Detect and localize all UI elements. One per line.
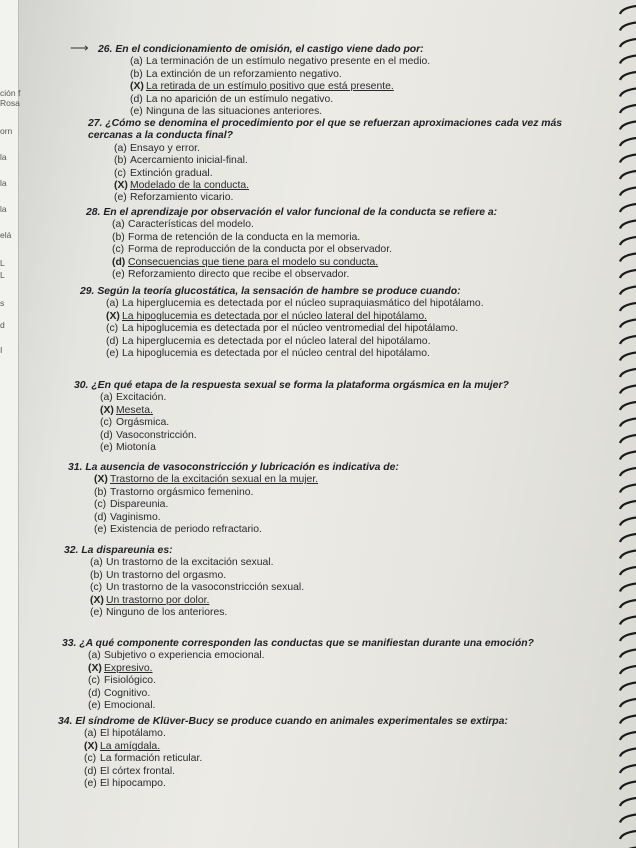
spiral-coil [620, 369, 636, 377]
spiral-coil [620, 452, 636, 460]
option [98, 56, 538, 68]
margin-fragment: ción f [0, 88, 21, 98]
option [68, 499, 598, 511]
spiral-coil [620, 782, 636, 790]
spiral-coil [620, 39, 636, 47]
option-text: Un trastorno de la excitación sexual. [106, 557, 274, 569]
spiral-coil [620, 749, 636, 757]
option-text: La amígdala. [100, 740, 161, 752]
option [58, 728, 598, 740]
question-title: 28. En el aprendizaje por observación el valor funcional de la conducta se refiere a: [86, 207, 498, 218]
margin-fragment: orn [0, 126, 13, 136]
spiral-coil [620, 584, 636, 592]
option [98, 94, 538, 106]
option [74, 392, 604, 404]
option-letter: (a) [112, 219, 125, 231]
option-selected [86, 257, 606, 269]
question-title: 34. El síndrome de Klüver-Bucy se produce cuando en animales experimentales se extirpa: [58, 716, 508, 727]
option-text: Acercamiento inicial-final. [130, 155, 248, 167]
option [62, 700, 602, 712]
spiral-coil [620, 716, 636, 724]
margin-fragment: la [0, 178, 7, 188]
spiral-coil [620, 419, 636, 427]
option-text: Subjetivo o experiencia emocional. [104, 650, 265, 662]
option-text: Vaginismo. [110, 511, 161, 523]
spiral-coil [620, 105, 636, 113]
option-text: Ninguna de las situaciones anteriores. [146, 106, 323, 118]
option-selected [98, 81, 538, 93]
option [80, 298, 610, 310]
option [64, 570, 594, 582]
option-selected [62, 663, 602, 675]
option-letter: (c) [100, 417, 113, 429]
question-block [62, 638, 602, 712]
spiral-coil [620, 617, 636, 625]
spiral-coil [620, 600, 636, 608]
option-letter: (c) [88, 675, 101, 687]
option-text: Forma de reproducción de la conducta por el observador. [128, 244, 392, 256]
option [74, 442, 604, 454]
question-title: 30. ¿En qué etapa de la respuesta sexual se forma la plataforma orgásmica en la mujer? [74, 380, 509, 391]
question-block [86, 207, 606, 281]
option-letter: (a) [90, 557, 103, 569]
option [64, 582, 594, 594]
option [58, 778, 598, 790]
option-letter: (a) [88, 650, 101, 662]
option-letter: (d) [100, 429, 113, 441]
option [62, 650, 602, 662]
option [80, 348, 610, 360]
spiral-coil [620, 188, 636, 196]
option [64, 557, 594, 569]
option-letter: (d) [88, 687, 101, 699]
option [58, 753, 598, 765]
spiral-coil [620, 650, 636, 658]
spiral-coil [620, 237, 636, 245]
spiral-coil [620, 666, 636, 674]
spiral-coil [620, 551, 636, 559]
spiral-coil [620, 468, 636, 476]
option-letter: (e) [106, 348, 119, 360]
handwritten-x-mark: (X) [130, 81, 144, 93]
spiral-coil [620, 435, 636, 443]
option-text: El córtex frontal. [100, 765, 176, 777]
spiral-coil [620, 831, 636, 839]
option [74, 417, 604, 429]
option-letter: (a) [100, 392, 113, 404]
option [68, 512, 598, 524]
margin-fragment: la [0, 152, 7, 162]
handwritten-x-mark: (X) [114, 180, 128, 192]
option-letter: (c) [112, 244, 125, 256]
option-letter: (a) [106, 298, 119, 310]
option [88, 143, 608, 155]
option-selected [88, 180, 608, 192]
spiral-coil [620, 699, 636, 707]
option-letter: (c) [90, 582, 103, 594]
option [68, 524, 598, 536]
margin-fragment: L [0, 270, 5, 280]
option-letter: (e) [90, 607, 103, 619]
spiral-coil [620, 122, 636, 130]
margin-fragment: s [0, 298, 5, 308]
option [88, 168, 608, 180]
option [74, 430, 604, 442]
option-text: La hipoglucemia es detectada por el núcleo central del hipotálamo. [122, 348, 430, 360]
question-block [58, 716, 598, 790]
spiral-coil [620, 567, 636, 575]
option-letter: (e) [130, 106, 143, 118]
spiral-coil [620, 683, 636, 691]
option-selected [80, 311, 610, 323]
option-text: Reforzamiento directo que recibe el observador. [128, 269, 350, 281]
handwritten-x-mark: (X) [90, 594, 104, 606]
option-letter: (b) [114, 155, 127, 167]
question-title: 27. ¿Cómo se denomina el procedimiento por el que se refuerzan aproximaciones cada vez más cercanas a la conducta final? [88, 118, 563, 142]
spiral-coil [620, 23, 636, 31]
option-text: La hiperglucemia es detectada por el núcleo supraquiasmático del hipotálamo. [122, 298, 484, 310]
option-text: El hipotálamo. [100, 728, 166, 740]
margin-fragment: la [0, 204, 7, 214]
option-text: Forma de retención de la conducta en la memoria. [128, 231, 361, 243]
option-text: Características del modelo. [128, 219, 254, 231]
option-selected [58, 741, 598, 753]
option-text: La no aparición de un estímulo negativo. [146, 93, 334, 105]
spiral-coil [620, 798, 636, 806]
spiral-coil [620, 402, 636, 410]
spiral-coil [620, 765, 636, 773]
option-letter: (a) [114, 142, 127, 154]
option [86, 219, 606, 231]
spiral-coil [620, 171, 636, 179]
option-text: Cognitivo. [104, 687, 151, 699]
spiral-coil [620, 815, 636, 823]
option [64, 607, 594, 619]
handwritten-arrow-icon: ⟶ [70, 40, 89, 55]
option-text: Ensayo y error. [130, 142, 200, 154]
spiral-coil [620, 155, 636, 163]
handwritten-x-mark: (X) [106, 310, 120, 322]
option-letter: (b) [90, 569, 103, 581]
option-text: La hipoglucemia es detectada por el núcleo ventromedial del hipotálamo. [122, 323, 459, 335]
spiral-coil [620, 204, 636, 212]
option-text: Ninguno de los anteriores. [106, 607, 228, 619]
option-text: La extinción de un reforzamiento negativo. [146, 68, 342, 80]
margin-fragment: I [0, 345, 3, 355]
option-text: Existencia de periodo refractario. [110, 524, 262, 536]
option-selected [74, 405, 604, 417]
option-letter: (c) [114, 167, 127, 179]
option-text: Trastorno orgásmico femenino. [110, 486, 254, 498]
option-text: Vasoconstricción. [116, 429, 197, 441]
option-letter: (e) [100, 442, 113, 454]
option-text: Un trastorno del orgasmo. [106, 569, 227, 581]
margin-fragment: d [0, 320, 5, 330]
option [88, 155, 608, 167]
handwritten-x-mark: (X) [100, 404, 114, 416]
margin-fragment: Rosa [0, 98, 20, 108]
option-text: Emocional. [104, 700, 156, 712]
spiral-coil [620, 534, 636, 542]
option-letter: (e) [94, 524, 107, 536]
option-text: La hipoglucemia es detectada por el núcleo lateral del hipotálamo. [122, 310, 427, 322]
option-letter: (b) [112, 231, 125, 243]
spiral-coil [620, 270, 636, 278]
option-text: La terminación de un estímulo negativo presente en el medio. [146, 56, 431, 68]
option-letter: (b) [94, 486, 107, 498]
question-title: 32. La dispareunia es: [64, 545, 173, 556]
option-letter: (d) [106, 335, 119, 347]
option-letter: (c) [94, 499, 107, 511]
spiral-coil [620, 336, 636, 344]
option [80, 323, 610, 335]
option-text: Meseta. [116, 404, 153, 416]
option-letter: (b) [130, 68, 143, 80]
spiral-coil [620, 303, 636, 311]
spiral-coil [620, 320, 636, 328]
option [98, 69, 538, 81]
question-block [68, 462, 598, 536]
option-text: Expresivo. [104, 662, 153, 674]
option-text: Modelado de la conducta. [130, 180, 250, 192]
option-text: Miotonía [116, 442, 156, 454]
handwritten-x-mark: (X) [84, 740, 98, 752]
spiral-coil [620, 732, 636, 740]
question-block [98, 44, 538, 118]
spiral-coil [620, 287, 636, 295]
question-block [80, 286, 610, 360]
option [80, 336, 610, 348]
option-text: Extinción gradual. [130, 167, 213, 179]
option [86, 244, 606, 256]
question-title: 29. Según la teoría glucostática, la sensación de hambre se produce cuando: [80, 286, 461, 297]
option-text: Fisiológico. [104, 675, 156, 687]
margin-fragment: L [0, 258, 5, 268]
option-letter: (a) [130, 56, 143, 68]
option-text: La retirada de un estímulo positivo que está presente. [146, 81, 394, 93]
handwritten-x-mark: (X) [88, 662, 102, 674]
spiral-coil [620, 221, 636, 229]
spiral-coil [620, 633, 636, 641]
spiral-coil [620, 485, 636, 493]
spiral-coil [620, 138, 636, 146]
option-text: Reforzamiento vicario. [130, 192, 234, 204]
spiral-coil [620, 6, 636, 14]
option-letter: (e) [84, 778, 97, 790]
option-text: Un trastorno de la vasoconstricción sexual. [106, 582, 305, 594]
option [86, 232, 606, 244]
spiral-coil [620, 501, 636, 509]
handwritten-x-mark: (X) [94, 474, 108, 486]
option-letter: (e) [114, 192, 127, 204]
option [88, 192, 608, 204]
spiral-coil [620, 518, 636, 526]
option-letter: (c) [106, 323, 119, 335]
option-letter: (e) [88, 700, 101, 712]
option-selected [68, 474, 598, 486]
question-title: 31. La ausencia de vasoconstricción y lubricación es indicativa de: [68, 462, 399, 473]
handwritten-x-mark: (d) [112, 256, 126, 268]
option-text: Un trastorno por dolor. [106, 594, 210, 606]
option-letter: (c) [84, 753, 97, 765]
spiral-coil [620, 353, 636, 361]
option-text: Consecuencias que tiene para el modelo su conducta. [128, 256, 379, 268]
option [62, 688, 602, 700]
option-text: Dispareunia. [110, 499, 169, 511]
option-text: La formación reticular. [100, 753, 203, 765]
option-letter: (d) [84, 765, 97, 777]
option-text: La hiperglucemia es detectada por el núcleo lateral del hipotálamo. [122, 335, 431, 347]
question-block [88, 118, 608, 205]
spiral-binding [612, 0, 636, 848]
option [68, 487, 598, 499]
question-block [74, 380, 604, 454]
option [98, 106, 538, 118]
option [58, 766, 598, 778]
option-text: Trastorno de la excitación sexual en la mujer. [110, 474, 319, 486]
option-letter: (d) [130, 93, 143, 105]
option [62, 675, 602, 687]
option-letter: (e) [112, 269, 125, 281]
option-letter: (d) [94, 511, 107, 523]
question-title: 26. En el condicionamiento de omisión, el castigo viene dado por: [98, 44, 424, 55]
spiral-coil [620, 386, 636, 394]
question-title: 33. ¿A qué componente corresponden las conductas que se manifiestan durante una emoción? [62, 638, 534, 649]
question-block [64, 545, 594, 619]
option-text: Excitación. [116, 392, 167, 404]
option-selected [64, 595, 594, 607]
option [86, 269, 606, 281]
option-letter: (a) [84, 728, 97, 740]
spiral-coil [620, 254, 636, 262]
option-text: Orgásmica. [116, 417, 170, 429]
spiral-coil [620, 89, 636, 97]
option-text: El hipocampo. [100, 778, 166, 790]
spiral-coil [620, 56, 636, 64]
spiral-coil [620, 72, 636, 80]
margin-fragment: elá [0, 230, 12, 240]
